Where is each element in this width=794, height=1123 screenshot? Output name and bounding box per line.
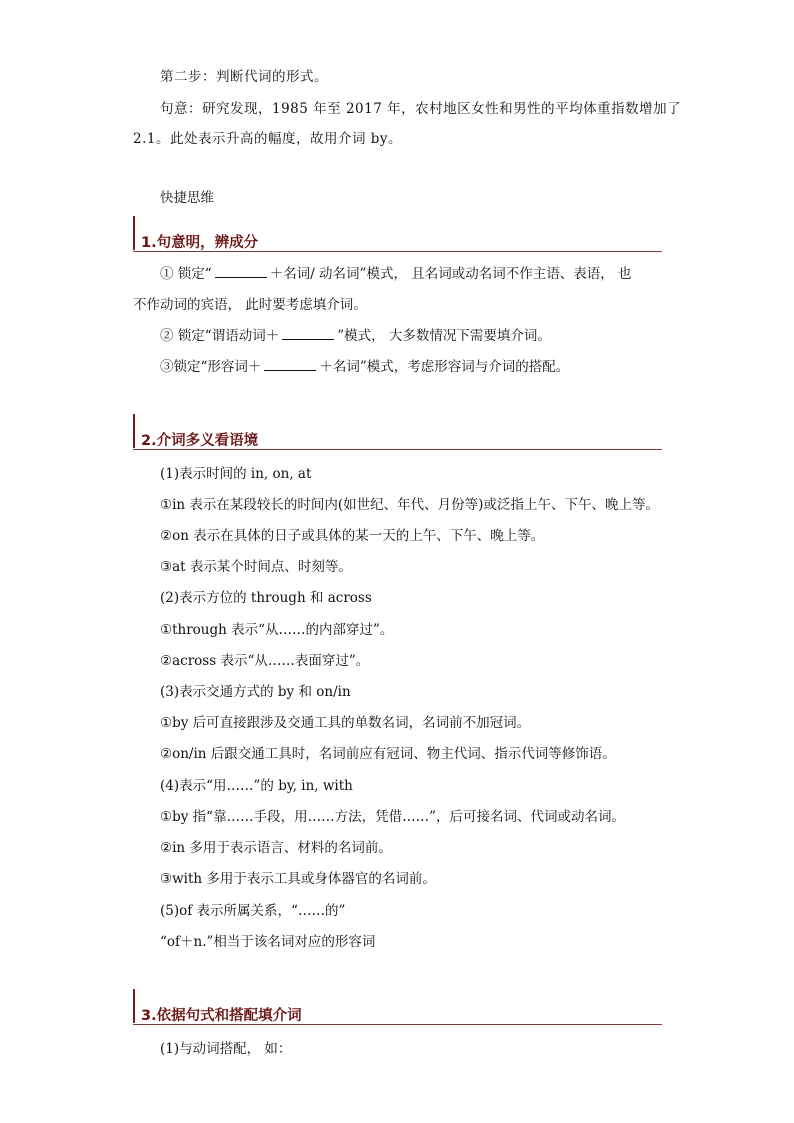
s1-line-4-b: ＋名词”模式，考虑形容词与介词的搭配。 — [319, 359, 570, 375]
section-1-bar — [133, 216, 135, 250]
s1-line-1-a: ① 锁定“ — [160, 266, 212, 282]
s2-line: ①by 指“靠……手段，用……方法，凭借……”，后可接名词、代词或动名词。 — [160, 809, 625, 825]
s1-line-1-b: ＋名词/ 动名词”模式， 且名词或动名词不作主语、表语， 也 — [269, 266, 632, 282]
fill-blank — [215, 265, 267, 278]
section-3-bar — [133, 989, 135, 1023]
s3-line-1: (1)与动词搭配， 如： — [160, 1041, 292, 1057]
s2-line: (3)表示交通方式的 by 和 on/in — [160, 684, 351, 700]
step-text: 第二步：判断代词的形式。 — [160, 69, 328, 85]
s2-line: (4)表示“用……”的 by, in, with — [160, 778, 353, 794]
s2-line: ③with 多用于表示工具或身体器官的名词前。 — [160, 871, 436, 887]
s2-line: ①by 后可直接跟涉及交通工具的单数名词，名词前不加冠词。 — [160, 715, 531, 731]
s2-line: (5)of 表示所属关系，“……的” — [160, 903, 346, 919]
s2-line: (1)表示时间的 in, on, at — [160, 466, 312, 482]
section-3-title: 3.依据句式和搭配填介词 — [141, 1008, 302, 1024]
section-3-rule — [133, 1024, 662, 1025]
section-1-rule — [133, 251, 662, 252]
s2-line: ②on/in 后跟交通工具时，名词前应有冠词、物主代词、指示代词等修饰语。 — [160, 746, 616, 762]
s2-line: ②in 多用于表示语言、材料的名词前。 — [160, 840, 392, 856]
s1-line-3-b: ”模式， 大多数情况下需要填介词。 — [337, 328, 551, 344]
s2-line: ①through 表示“从……的内部穿过”。 — [160, 622, 394, 638]
s2-line: “of＋n.”相当于该名词对应的形容词 — [160, 934, 376, 950]
s2-line: ③at 表示某个时间点、时刻等。 — [160, 559, 352, 575]
section-1-title: 1.句意明，辨成分 — [141, 235, 259, 251]
s1-line-3 — [160, 327, 551, 345]
fill-blank — [282, 327, 334, 340]
section-2-rule — [133, 449, 662, 450]
s1-line-1 — [160, 265, 632, 283]
section-2-bar — [133, 414, 135, 448]
s1-line-2: 不作动词的宾语， 此时要考虑填介词。 — [133, 297, 367, 313]
s2-line: (2)表示方位的 through 和 across — [160, 590, 372, 606]
meaning-text-1: 句意：研究发现，1985 年至 2017 年，农村地区女性和男性的平均体重指数增加了 — [160, 101, 682, 117]
meaning-text-2: 2.1。此处表示升高的幅度，故用介词 by。 — [133, 131, 403, 147]
s1-line-3-a: ② 锁定“谓语动词＋ — [160, 328, 280, 344]
s1-line-4-a: ③锁定“形容词＋ — [160, 359, 262, 375]
s2-line: ②on 表示在具体的日子或具体的某一天的上午、下午、晚上等。 — [160, 528, 545, 544]
section-2-title: 2.介词多义看语境 — [141, 433, 259, 449]
s2-line: ②across 表示“从……表面穿过”。 — [160, 653, 370, 669]
quick-thinking-label: 快捷思维 — [160, 190, 214, 206]
s2-line: ①in 表示在某段较长的时间内(如世纪、年代、月份等)或泛指上午、下午、晚上等。 — [160, 497, 659, 513]
fill-blank — [264, 358, 316, 371]
s1-line-4 — [160, 358, 569, 376]
